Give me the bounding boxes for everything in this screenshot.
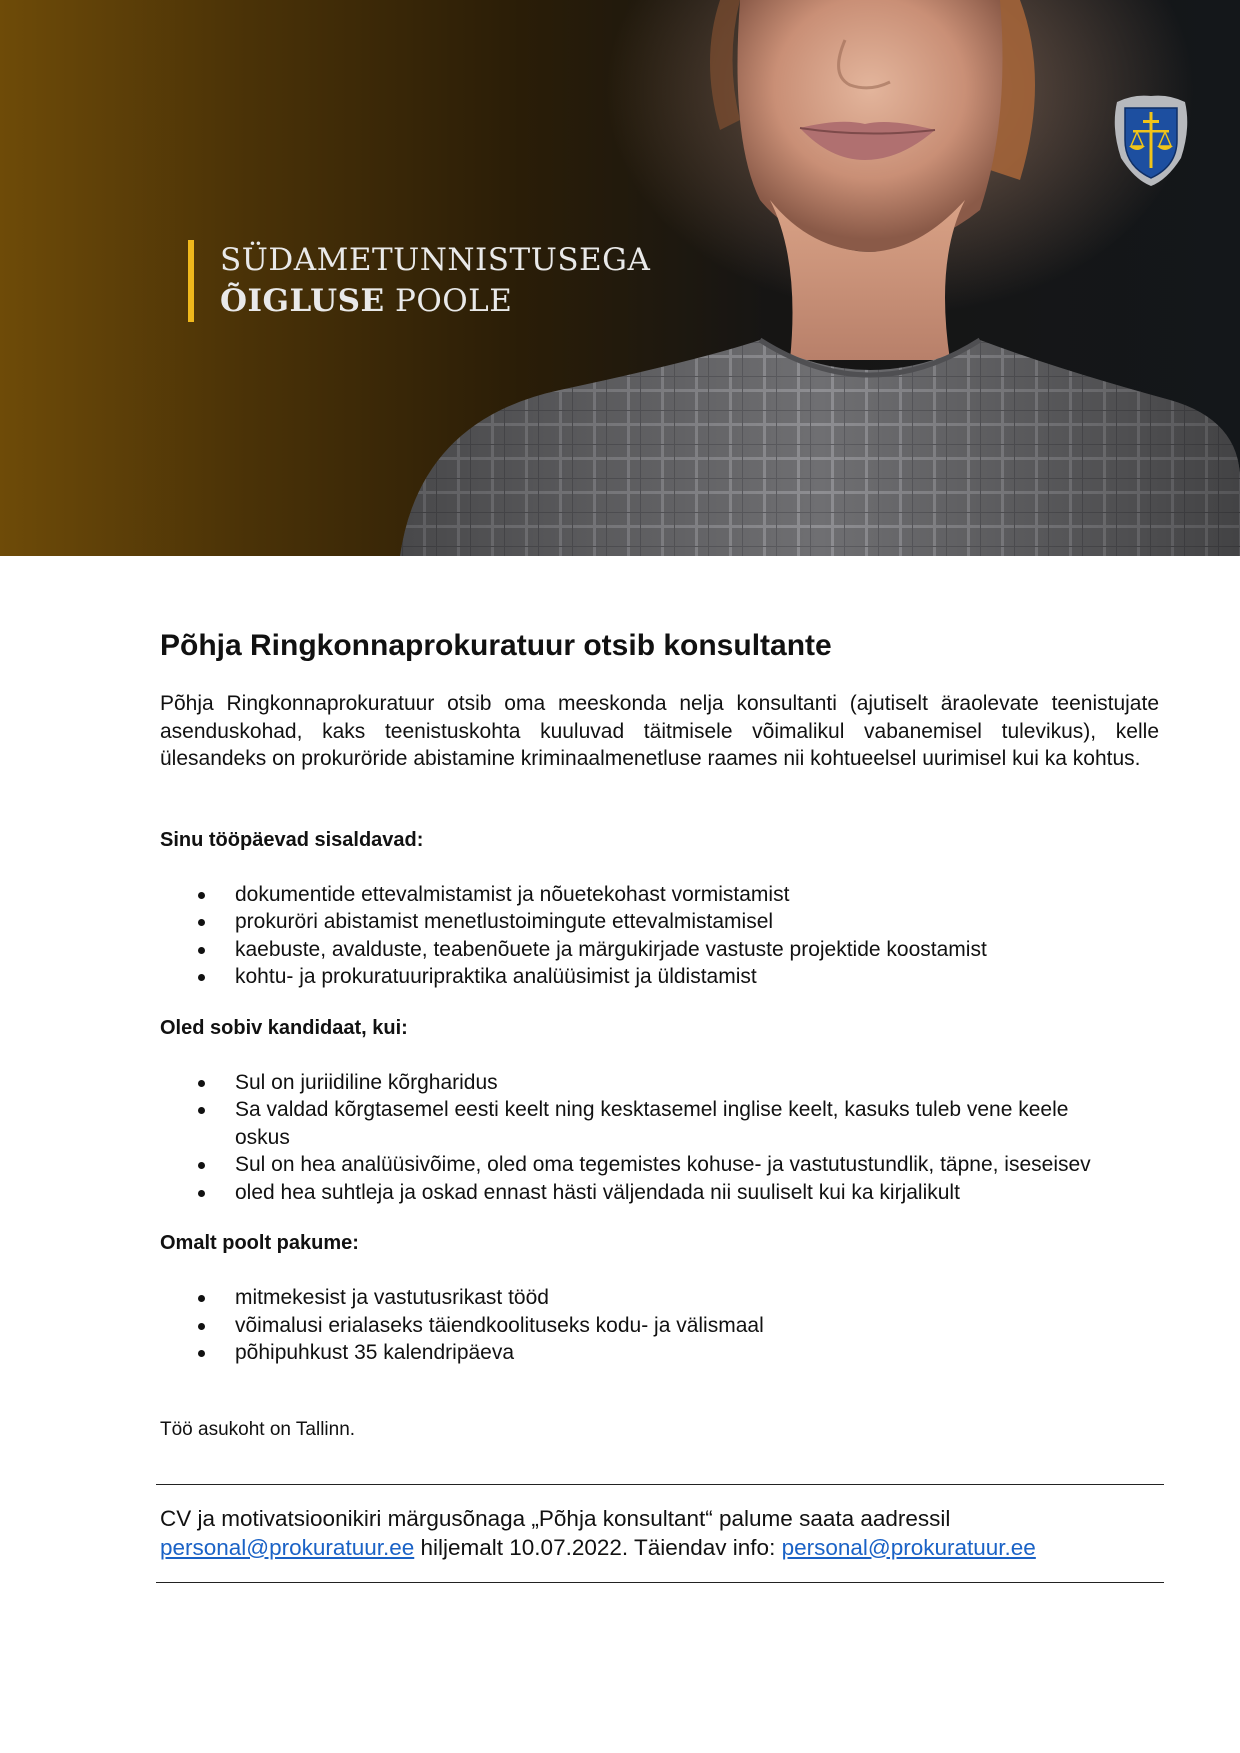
list-item: võimalusi erialaseks täiendkoolituseks kodu- ja välismaal: [235, 1312, 1159, 1340]
list-item: Sul on juriidiline kõrgharidus: [235, 1069, 1115, 1097]
prosecutor-emblem-icon: [1109, 88, 1193, 188]
list-item: prokuröri abistamist menetlustoimingute ettevalmistamisel: [235, 908, 1159, 936]
hero-banner: [0, 0, 1240, 556]
list-item: kohtu- ja prokuratuuripraktika analüüsimist ja üldistamist: [235, 963, 1159, 991]
list-item: Sul on hea analüüsivõime, oled oma tegemistes kohuse- ja vastutustundlik, täpne, iseseisev: [235, 1151, 1115, 1179]
list-item: dokumentide ettevalmistamist ja nõuetekohast vormistamist: [235, 881, 1159, 909]
intro-paragraph: Põhja Ringkonnaprokuratuur otsib oma meeskonda nelja konsultanti (ajutiselt äraolevate teenistujate asenduskohad, kaks teenistuskohta kuuluvad täitmisele võimalikul vabanemisel tulevikus), kelle ülesandeks on prokuröride abistamine kriminaalmenetluse raames nii kohtueelsel uurimisel kui ka kohtus.: [160, 692, 1159, 770]
tagline-line-2: [220, 281, 650, 322]
section-requirements: [160, 1015, 1159, 1207]
tagline-rest: POOLE: [384, 283, 513, 319]
list-item: mitmekesist ja vastutusrikast tööd: [235, 1284, 1159, 1312]
requirements-list: [160, 1069, 1115, 1207]
list-item: oled hea suhtleja ja oskad ennast hästi väljendada nii suuliselt kui ka kirjalikult: [235, 1179, 1115, 1207]
tagline-bold-word: ÕIGLUSE: [220, 283, 385, 319]
job-posting: [160, 626, 1159, 1443]
list-item: kaebuste, avalduste, teabenõuete ja märgukirjade vastuste projektide koostamist: [235, 936, 1159, 964]
duties-list: [160, 881, 1159, 991]
section-heading: Sinu tööpäevad sisaldavad:: [160, 828, 424, 851]
page-title: Põhja Ringkonnaprokuratuur otsib konsultante: [160, 629, 832, 662]
contact-box: [156, 1484, 1164, 1583]
offer-list: [160, 1284, 1159, 1367]
section-offer: [160, 1230, 1159, 1367]
work-location: Töö asukoht on Tallinn.: [160, 1418, 356, 1440]
email-link[interactable]: personal@prokuratuur.ee: [160, 1534, 415, 1560]
contact-text: CV ja motivatsioonikiri märgusõnaga „Põhja konsultant“ palume saata aadressil: [160, 1506, 951, 1531]
hero-tagline: [188, 240, 650, 322]
list-item: Sa valdad kõrgtasemel eesti keelt ning kesktasemel inglise keelt, kasuks tuleb vene keele oskus: [235, 1096, 1115, 1151]
info-email-link[interactable]: personal@prokuratuur.ee: [781, 1534, 1036, 1560]
list-item: põhipuhkust 35 kalendripäeva: [235, 1339, 1159, 1367]
contact-deadline-text: hiljemalt 10.07.2022. Täiendav info:: [414, 1534, 782, 1560]
tagline-line-1: SÜDAMETUNNISTUSEGA: [220, 242, 651, 278]
section-heading: Oled sobiv kandidaat, kui:: [160, 1016, 408, 1039]
section-heading: Omalt poolt pakume:: [160, 1232, 359, 1254]
section-duties: [160, 827, 1159, 991]
